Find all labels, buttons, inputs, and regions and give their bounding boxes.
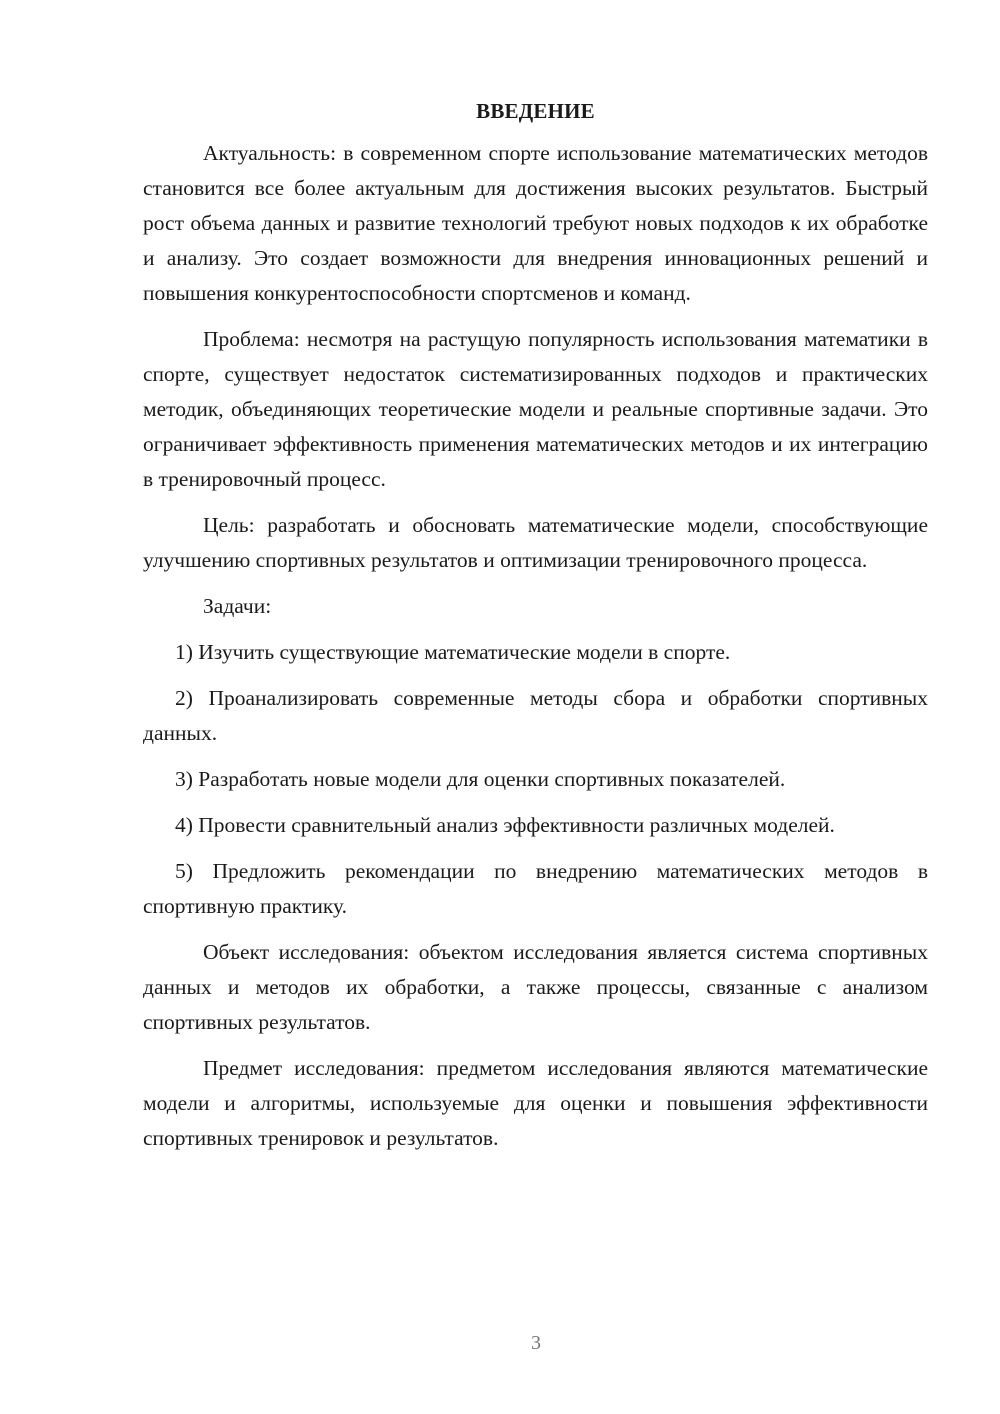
problem-paragraph: Проблема: несмотря на растущую популярность использования математики в спорте, существует недостаток систематизированных подходов и практических методик, объединяющих теоретические модели и реальные спортивные задачи. Это ограничивает эффективность применения математических методов и их интеграцию в тренировочный процесс.	[143, 327, 928, 491]
task-item-1: 1) Изучить существующие математические модели в спорте.	[175, 640, 731, 664]
section-title: ВВЕДЕНИЕ	[476, 99, 595, 123]
research-object-paragraph: Объект исследования: объектом исследования является система спортивных данных и методов их обработки, а также процессы, связанные с анализом спортивных результатов.	[143, 940, 928, 1034]
tasks-heading: Задачи:	[203, 594, 272, 618]
goal-paragraph: Цель: разработать и обосновать математические модели, способствующие улучшению спортивных результатов и оптимизации тренировочного процесса.	[143, 513, 928, 572]
relevance-paragraph: Актуальность: в современном спорте использование математических методов становится все более актуальным для достижения высоких результатов. Быстрый рост объема данных и развитие технологий требуют новых подходов к их обработке и анализу. Это создает возможности для внедрения инновационных решений и повышения конкурентоспособности спортсменов и команд.	[143, 141, 928, 305]
page-number: 3	[531, 1332, 541, 1354]
task-item-4: 4) Провести сравнительный анализ эффективности различных моделей.	[175, 813, 835, 837]
research-subject-paragraph: Предмет исследования: предметом исследования являются математические модели и алгоритмы, используемые для оценки и повышения эффективности спортивных тренировок и результатов.	[143, 1056, 928, 1150]
task-item-2: 2) Проанализировать современные методы сбора и обработки спортивных данных.	[143, 686, 928, 745]
document-page	[143, 96, 928, 1167]
task-item-3: 3) Разработать новые модели для оценки спортивных показателей.	[175, 767, 786, 791]
task-item-5: 5) Предложить рекомендации по внедрению математических методов в спортивную практику.	[143, 859, 928, 918]
